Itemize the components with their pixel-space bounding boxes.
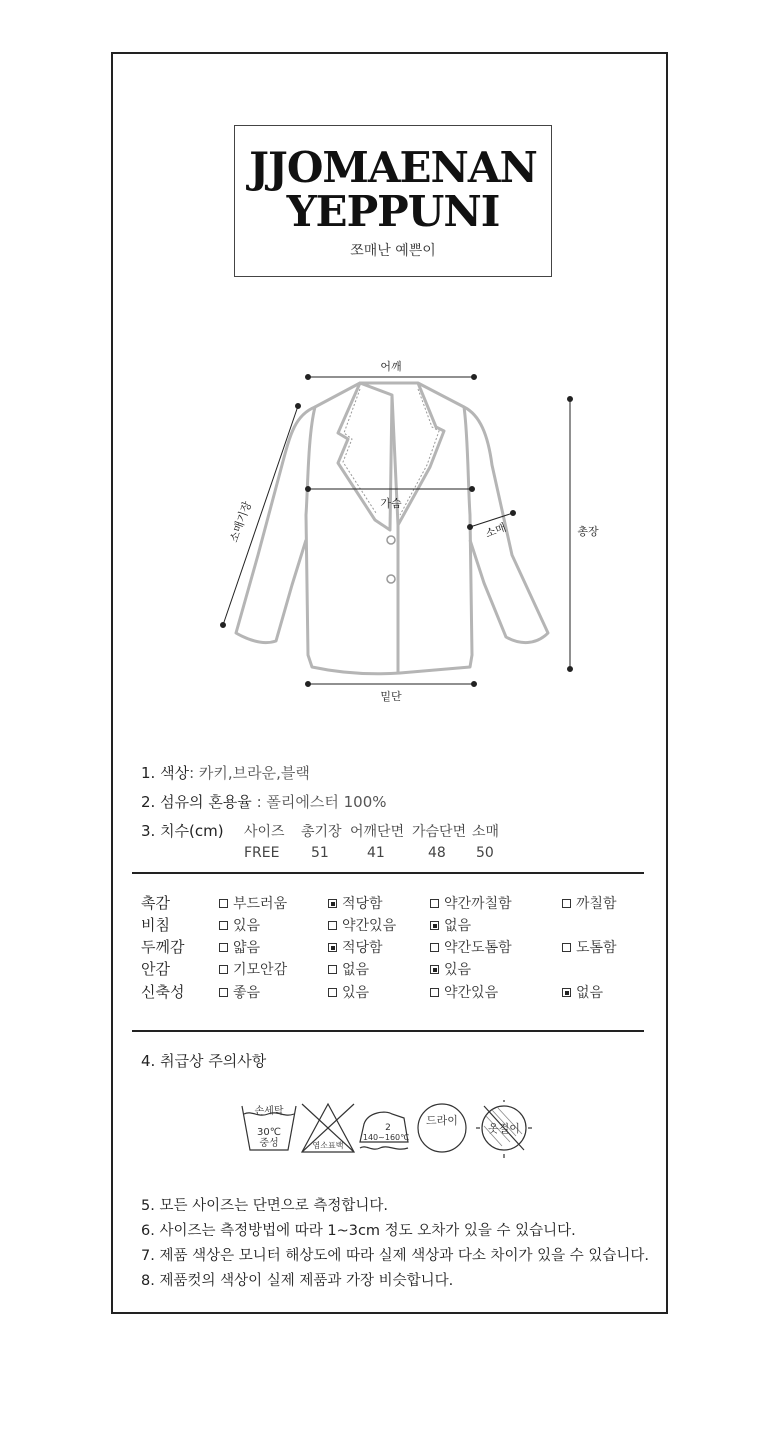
spec-color-label: 1. 색상 xyxy=(141,764,190,782)
property-option[interactable] xyxy=(219,982,260,1002)
size-value: 50 xyxy=(476,845,494,861)
unchecked-box-icon[interactable] xyxy=(430,943,439,952)
divider xyxy=(132,872,644,874)
spec-color xyxy=(141,762,310,783)
unchecked-box-icon[interactable] xyxy=(328,965,337,974)
property-option-text: 얇음 xyxy=(233,940,261,956)
unchecked-box-icon[interactable] xyxy=(430,988,439,997)
size-value: 48 xyxy=(428,845,446,861)
unchecked-box-icon[interactable] xyxy=(562,899,571,908)
property-option[interactable] xyxy=(328,937,383,957)
property-option-text: 적당함 xyxy=(342,940,383,956)
property-option-text: 있음 xyxy=(233,918,261,934)
spec-color-value: : 카키,브라운,블랙 xyxy=(189,764,310,782)
unchecked-box-icon[interactable] xyxy=(219,965,228,974)
note-line: 8. 제품컷의 색상이 실제 제품과 가장 비슷합니다. xyxy=(141,1273,454,1289)
property-option[interactable] xyxy=(219,937,260,957)
property-option-text: 있음 xyxy=(444,962,472,978)
property-option-text: 있음 xyxy=(342,985,370,1001)
brand-line1: JJOMAENAN xyxy=(249,143,537,192)
size-header: 가슴단면 xyxy=(412,824,467,840)
care-dry-clean: 드라이 xyxy=(426,1114,458,1127)
property-option-text: 부드러움 xyxy=(233,896,288,912)
property-option-text: 없음 xyxy=(342,962,370,978)
label-chest: 가슴 xyxy=(380,497,402,510)
brand-line2: YEPPUNI xyxy=(286,187,500,236)
size-header: 사이즈 xyxy=(244,824,285,840)
unchecked-box-icon[interactable] xyxy=(219,899,228,908)
care-temp: 30℃ xyxy=(257,1127,281,1138)
property-option[interactable] xyxy=(219,893,287,913)
note-line: 5. 모든 사이즈는 단면으로 측정합니다. xyxy=(141,1198,388,1214)
care-bleach: 염소표백 xyxy=(312,1141,344,1150)
property-option-text: 약간있음 xyxy=(444,985,499,1001)
button-bottom xyxy=(387,575,395,583)
brand-korean: 쪼매난 예쁜이 xyxy=(350,243,436,259)
property-option[interactable] xyxy=(562,893,617,913)
property-option-text: 없음 xyxy=(444,918,472,934)
checked-box-icon[interactable] xyxy=(328,943,337,952)
property-option[interactable] xyxy=(430,937,512,957)
label-hem: 밑단 xyxy=(380,690,402,703)
property-option[interactable] xyxy=(328,893,383,913)
property-option-text: 도톰함 xyxy=(576,940,617,956)
checked-box-icon[interactable] xyxy=(562,988,571,997)
spec-fabric xyxy=(141,791,387,812)
label-sleeve-length: 소매기장 xyxy=(227,499,255,545)
size-header: 소매 xyxy=(472,824,500,840)
property-label: 신축성 xyxy=(141,983,185,1001)
care-iron-temp: 140~160℃ xyxy=(362,1133,410,1142)
property-option-text: 약간도톰함 xyxy=(444,940,512,956)
care-hang-dry: 옷걸이 xyxy=(488,1122,520,1135)
size-value: FREE xyxy=(244,845,280,861)
unchecked-box-icon[interactable] xyxy=(328,921,337,930)
property-label: 안감 xyxy=(141,960,170,978)
property-label: 두께감 xyxy=(141,938,185,956)
property-option[interactable] xyxy=(430,915,471,935)
unchecked-box-icon[interactable] xyxy=(219,988,228,997)
unchecked-box-icon[interactable] xyxy=(430,899,439,908)
property-option[interactable] xyxy=(219,915,260,935)
property-option[interactable] xyxy=(430,982,498,1002)
size-header: 어깨단면 xyxy=(350,824,405,840)
spec-fabric-value: : 폴리에스터 100% xyxy=(251,793,387,811)
property-option[interactable] xyxy=(562,982,603,1002)
care-detergent: 중성 xyxy=(259,1138,279,1149)
property-option[interactable] xyxy=(562,937,617,957)
property-option-text: 좋음 xyxy=(233,985,261,1001)
property-label: 비침 xyxy=(141,916,170,934)
checked-box-icon[interactable] xyxy=(328,899,337,908)
care-symbols xyxy=(240,1100,540,1160)
care-iron-level: 2 xyxy=(385,1123,391,1133)
property-option[interactable] xyxy=(328,982,369,1002)
property-option[interactable] xyxy=(328,959,369,979)
unchecked-box-icon[interactable] xyxy=(219,921,228,930)
unchecked-box-icon[interactable] xyxy=(328,988,337,997)
note-line: 6. 사이즈는 측정방법에 따라 1~3cm 정도 오차가 있을 수 있습니다. xyxy=(141,1223,576,1239)
property-option-text: 기모안감 xyxy=(233,962,288,978)
size-value: 41 xyxy=(367,845,385,861)
property-option-text: 적당함 xyxy=(342,896,383,912)
label-shoulder: 어깨 xyxy=(380,360,402,373)
size-value: 51 xyxy=(311,845,329,861)
property-option-text: 약간까칠함 xyxy=(444,896,512,912)
property-option[interactable] xyxy=(430,959,471,979)
jacket-left-sleeve xyxy=(236,407,315,643)
label-total-length: 총장 xyxy=(577,525,599,538)
checked-box-icon[interactable] xyxy=(430,965,439,974)
note-line: 7. 제품 색상은 모니터 해상도에 따라 실제 색상과 다소 차이가 있을 수 있습니다. xyxy=(141,1248,649,1264)
checked-box-icon[interactable] xyxy=(430,921,439,930)
dry-clean-icon xyxy=(418,1104,466,1152)
care-hand-wash: 손세탁 xyxy=(254,1106,284,1117)
divider xyxy=(132,1030,644,1032)
care-title: 4. 취급상 주의사항 xyxy=(141,1052,267,1070)
button-top xyxy=(387,536,395,544)
spec-fabric-label: 2. 섬유의 혼용율 xyxy=(141,793,252,811)
brand-logo xyxy=(234,125,552,277)
unchecked-box-icon[interactable] xyxy=(562,943,571,952)
property-option-text: 없음 xyxy=(576,985,604,1001)
label-sleeve: 소매 xyxy=(483,520,509,541)
jacket-measurement-diagram xyxy=(200,355,620,715)
property-option-text: 까칠함 xyxy=(576,896,617,912)
property-option[interactable] xyxy=(219,959,287,979)
property-label: 촉감 xyxy=(141,894,170,912)
size-header: 총기장 xyxy=(301,824,342,840)
unchecked-box-icon[interactable] xyxy=(219,943,228,952)
property-option[interactable] xyxy=(430,893,512,913)
property-option[interactable] xyxy=(328,915,396,935)
spec-size-label: 3. 치수(cm) xyxy=(141,822,224,840)
property-option-text: 약간있음 xyxy=(342,918,397,934)
